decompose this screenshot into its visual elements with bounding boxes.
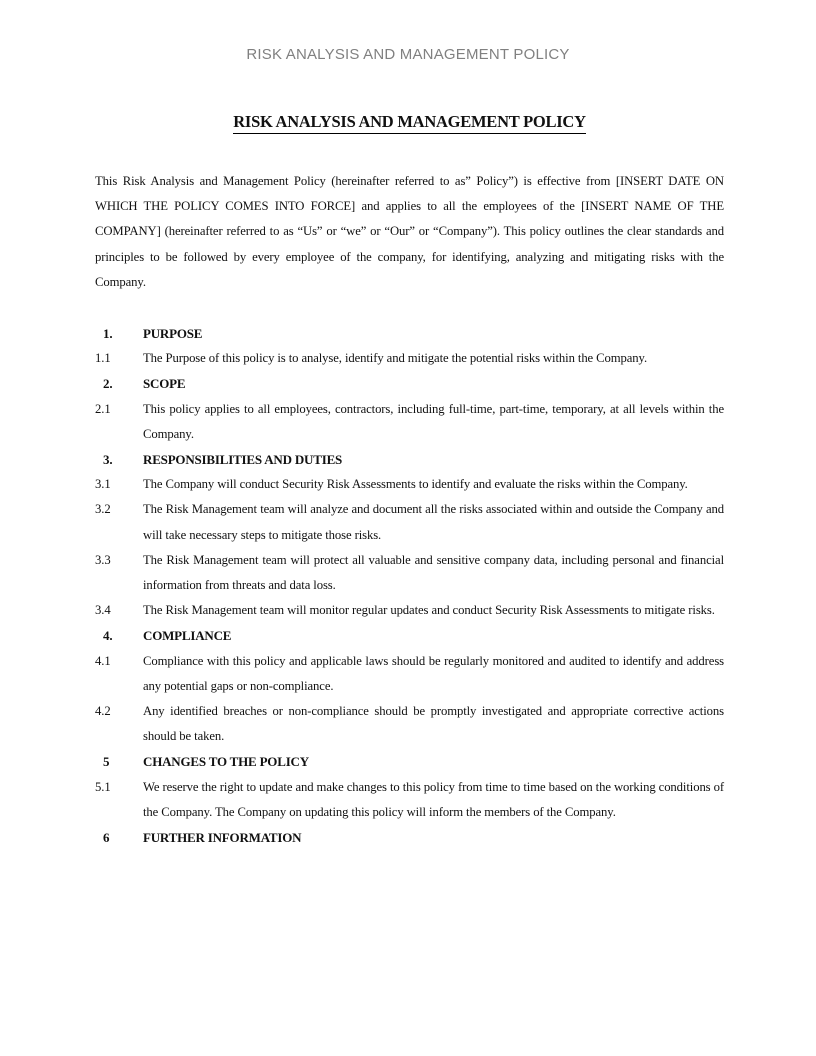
section-heading-label: CHANGES TO THE POLICY [143,754,309,770]
clause-text: This policy applies to all employees, contractors, including full-time, part-time, temporary, at all levels within the Company. [143,401,724,441]
section-heading-label: RESPONSIBILITIES AND DUTIES [143,452,343,467]
clause-text: The Risk Management team will analyze and document all the risks associated within and outside the Company and will take necessary steps to mitigate those risks. [143,502,724,542]
section-heading-label: SCOPE [143,376,186,392]
clause-number: 1.1 [95,351,111,366]
clause-number: 4.2 [95,704,111,719]
clause-number: 3.3 [95,552,111,567]
clause-text: Any identified breaches or non-compliance should be promptly investigated and appropriate corrective actions should be taken. [143,704,724,744]
section-number: 3. [103,452,113,467]
section-heading-label: COMPLIANCE [143,628,232,644]
clause-text: Compliance with this policy and applicable laws should be regularly monitored and audited to identify and address any potential gaps or non-compliance. [143,653,724,693]
section-heading [95,749,724,774]
section-number: 5 [103,754,110,770]
clause-text: The Risk Management team will monitor regular updates and conduct Security Risk Assessments to mitigate risks. [143,603,715,618]
section-number: 6 [103,830,110,846]
intro-paragraph: This Risk Analysis and Management Policy (hereinafter referred to as” Policy”) is effective from [INSERT DATE ON WHICH THE POLICY COMES INTO FORCE] and applies to all the employees of the [INSERT NAME OF THE COMPANY] (hereinafter referred to as “Us” or “we” or “Our” or “Company”). This policy outlines the clear standards and principles to be followed by every employee of the company, for identifying, analyzing and mitigating risks with the Company. [95,173,724,289]
section-heading [95,623,724,648]
clause-row [95,548,724,598]
clause-text: The Risk Management team will protect all valuable and sensitive company data, including personal and financial information from threats and data loss. [143,552,724,593]
clause-row [95,775,724,825]
running-header: RISK ANALYSIS AND MANAGEMENT POLICY [246,46,570,63]
clause-row [95,397,724,447]
clause-row [95,598,724,623]
clause-row [95,472,724,497]
clause-number: 4.1 [95,653,111,668]
clause-number: 3.2 [95,502,111,517]
section-number: 4. [103,628,113,644]
clause-row [95,497,724,547]
section-heading-label: FURTHER INFORMATION [143,830,302,846]
clause-number: 3.4 [95,603,111,618]
clause-row [95,649,724,699]
section-heading [95,371,724,396]
clause-text: We reserve the right to update and make changes to this policy from time to time based on the working conditions of the Company. The Company on updating this policy will inform the members of the Company. [143,779,724,819]
section-heading [95,321,724,346]
document-title [95,113,724,134]
clause-row [95,346,724,371]
document-title-text: RISK ANALYSIS AND MANAGEMENT POLICY [233,113,586,134]
clause-number: 5.1 [95,779,111,794]
clause-number: 3.1 [95,477,111,492]
sections-list [95,321,724,850]
section-number: 1. [103,325,113,341]
section-heading-label: PURPOSE [143,325,203,341]
section-heading [95,825,724,850]
clause-row [95,699,724,749]
clause-text: The Company will conduct Security Risk Assessments to identify and evaluate the risks within the Company. [143,477,688,492]
section-heading [95,447,724,472]
clause-number: 2.1 [95,401,111,416]
clause-text: The Purpose of this policy is to analyse, identify and mitigate the potential risks within the Company. [143,351,648,366]
document-body [95,0,724,850]
section-number: 2. [103,376,113,392]
